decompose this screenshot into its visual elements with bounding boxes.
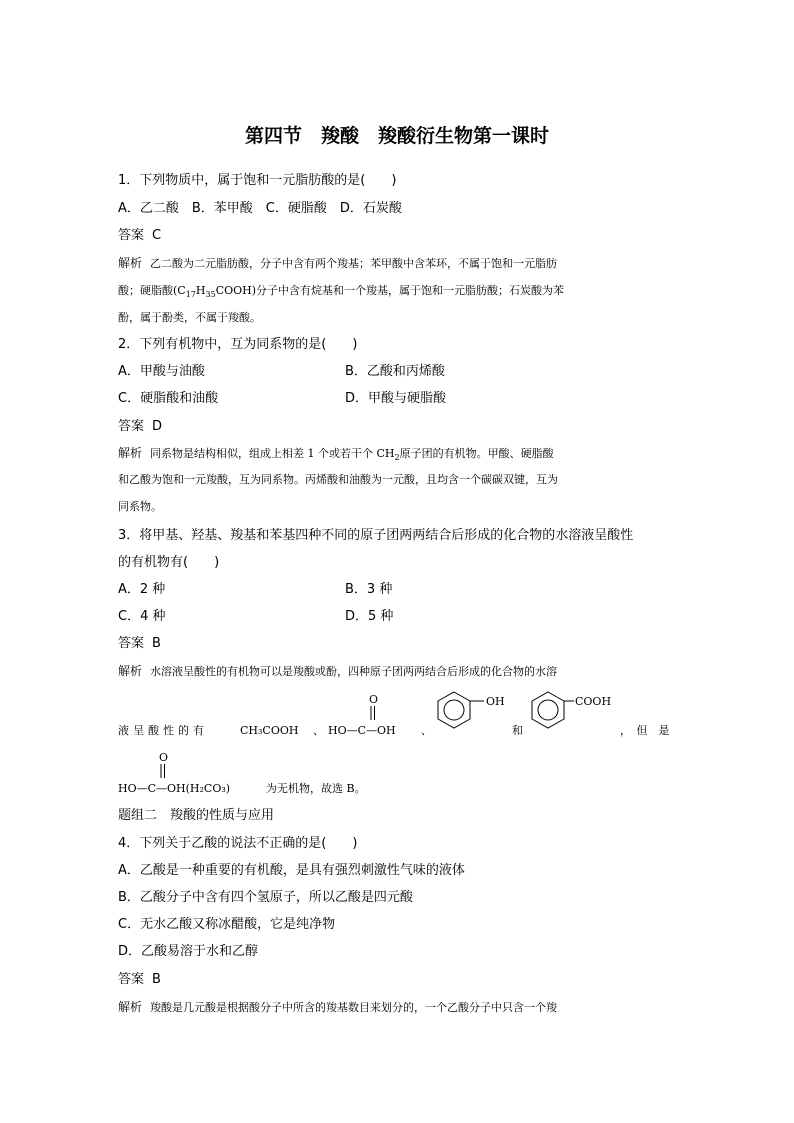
conjunction-but: ， 但 是 <box>620 724 670 737</box>
answer-label: 答案 <box>118 636 145 651</box>
group-2-heading: 题组二 羧酸的性质与应用 <box>118 808 275 823</box>
question-2-option-c: C．硬脂酸和油酸 <box>118 391 219 406</box>
explanation-text: 羧酸是几元酸是根据酸分子中所含的羧基数目来划分的，一个乙酸分子中只含一个羧 <box>150 1001 558 1014</box>
question-4-option-d: D．乙酸易溶于水和乙醇 <box>118 944 259 959</box>
question-2-option-a: A．甲酸与油酸 <box>118 364 205 379</box>
benzoic-acid-structure <box>528 690 628 732</box>
explanation-text: 同系物是结构相似，组成上相差 1 个或若干个 CH <box>150 447 395 460</box>
carbonic-formula-text: HO—C—OH <box>328 724 396 737</box>
oxygen-label: O <box>159 751 169 764</box>
question-2-option-b: B．乙酸和丙烯酸 <box>345 364 445 379</box>
carbonic-acid-structure-2 <box>118 748 268 798</box>
oxygen-label: O <box>369 693 379 706</box>
question-3-option-b: B．3 种 <box>345 582 393 597</box>
explanation-label: 解析 <box>118 446 143 460</box>
answer-value: B <box>152 972 161 987</box>
explanation-text: COOH)分子中含有烷基和一个羧基，属于饱和一元脂肪酸；石炭酸为苯 <box>215 284 565 297</box>
question-4-explanation-line-1 <box>118 1000 557 1015</box>
conjunction-and: 和 <box>512 724 523 737</box>
question-4-option-a: A．乙酸是一种重要的有机酸，是具有强烈刺激性气味的液体 <box>118 863 465 878</box>
question-3-explanation-line-2-text: 液呈酸性的有 <box>118 724 208 737</box>
answer-label: 答案 <box>118 419 145 434</box>
question-3-explanation-line-1 <box>118 664 557 679</box>
explanation-label: 解析 <box>118 1000 143 1014</box>
question-2-stem: 2．下列有机物中，互为同系物的是( ) <box>118 337 358 352</box>
answer-value: B <box>152 636 161 651</box>
question-2-option-d: D．甲酸与硬脂酸 <box>345 391 447 406</box>
explanation-text: H <box>195 284 206 297</box>
acetic-acid-formula: CH₃COOH <box>240 724 299 737</box>
answer-value: C <box>152 228 162 243</box>
question-3-stem-line-1: 3．将甲基、羟基、羧基和苯基四种不同的原子团两两结合后形成的化合物的水溶液呈酸性 <box>118 528 634 543</box>
question-4-option-b: B．乙酸分子中含有四个氢原子，所以乙酸是四元酸 <box>118 890 413 905</box>
subscript: 35 <box>205 290 216 300</box>
question-3-explanation-line-3: 为无机物，故选 B。 <box>266 782 366 795</box>
answer-value: D <box>152 419 163 434</box>
question-3-option-c: C．4 种 <box>118 609 166 624</box>
question-1-answer <box>118 228 161 244</box>
question-4-option-c: C．无水乙酸又称冰醋酸，它是纯净物 <box>118 917 336 932</box>
carbonic-acid-structure <box>328 690 420 740</box>
question-2-explanation-line-3: 同系物。 <box>118 500 162 513</box>
carboxyl-group-label: COOH <box>575 695 612 708</box>
explanation-text: 酸；硬脂酸(C <box>118 284 186 297</box>
question-1-explanation-line-2 <box>118 284 564 298</box>
question-3-option-a: A．2 种 <box>118 582 166 597</box>
question-2-explanation-line-2: 和乙酸为饱和一元羧酸，互为同系物。丙烯酸和油酸为一元酸，且均含一个碳碳双键，互为 <box>118 473 558 486</box>
answer-label: 答案 <box>118 228 145 243</box>
question-4-stem: 4．下列关于乙酸的说法不正确的是( ) <box>118 836 358 851</box>
subscript: 2 <box>394 453 400 463</box>
explanation-text: 乙二酸为二元脂肪酸，分子中含有两个羧基；苯甲酸中含苯环，不属于饱和一元脂肪 <box>150 257 558 270</box>
question-3-answer <box>118 636 161 652</box>
question-1-options: A．乙二酸 B．苯甲酸 C．硬脂酸 D．石炭酸 <box>118 201 402 216</box>
explanation-text: 水溶液呈酸性的有机物可以是羧酸或酚，四种原子团两两结合后形成的化合物的水溶 <box>150 665 558 678</box>
question-3-option-d: D．5 种 <box>345 609 394 624</box>
question-1-stem: 1．下列物质中，属于饱和一元脂肪酸的是( ) <box>118 173 397 188</box>
explanation-text: 原子团的有机物。甲酸、硬脂酸 <box>399 447 554 460</box>
question-1-explanation-line-3: 酚，属于酚类，不属于羧酸。 <box>118 311 261 324</box>
question-1-explanation-line-1 <box>118 256 557 271</box>
explanation-label: 解析 <box>118 256 143 270</box>
question-2-explanation-line-1 <box>118 446 554 461</box>
phenol-structure <box>436 690 516 732</box>
page-title: 第四节 羧酸 羧酸衍生物第一课时 <box>244 125 549 147</box>
hydroxyl-group-label: OH <box>486 695 505 708</box>
subscript: 17 <box>185 290 196 300</box>
carbonic-formula-text: HO—C—OH(H₂CO₃) <box>118 782 231 795</box>
question-3-stem-line-2: 的有机物有( ) <box>118 555 220 570</box>
explanation-label: 解析 <box>118 664 143 678</box>
separator: 、 <box>421 724 432 737</box>
separator: 、 <box>313 724 324 737</box>
answer-label: 答案 <box>118 972 145 987</box>
question-2-answer <box>118 419 162 435</box>
question-4-answer <box>118 972 161 988</box>
